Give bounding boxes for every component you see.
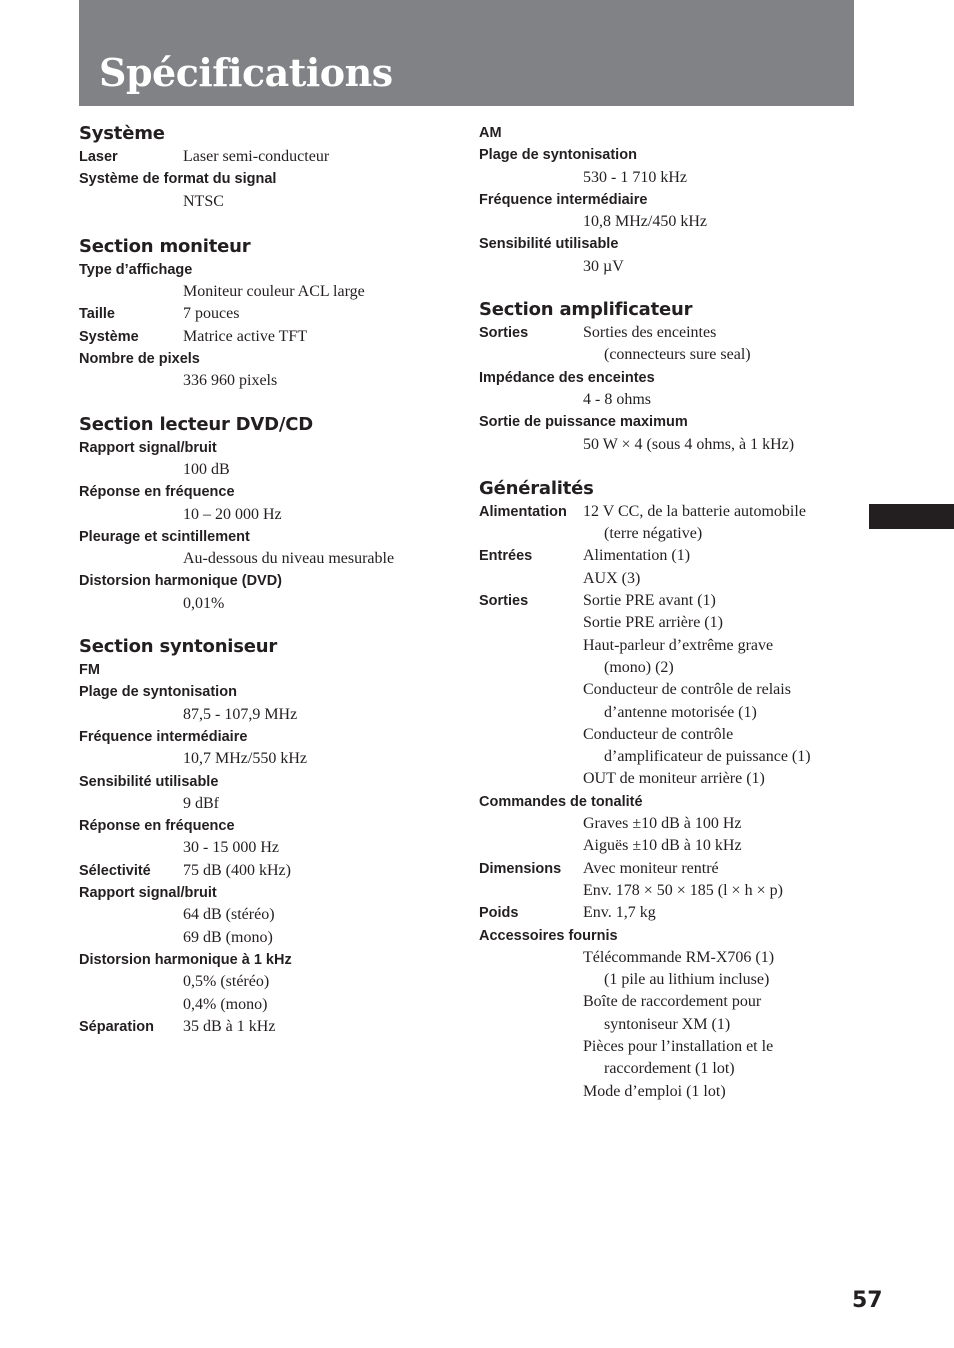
spec-label: Poids	[479, 905, 519, 922]
spec-label: Réponse en fréquence	[79, 484, 235, 501]
spec-value: d’antenne motorisée (1)	[604, 703, 757, 721]
spec-label: Nombre de pixels	[79, 351, 200, 368]
spec-section-section-amplificateur	[479, 298, 859, 456]
spec-value: 87,5 - 107,9 MHz	[183, 705, 298, 723]
section-heading: Section amplificateur	[479, 299, 693, 321]
spec-values	[183, 860, 454, 882]
spec-values	[183, 326, 454, 348]
spec-values	[583, 211, 859, 233]
spec-values	[183, 303, 454, 325]
spec-value: Sortie PRE arrière (1)	[583, 614, 723, 632]
spec-label: Sélectivité	[79, 862, 151, 879]
spec-value: Télécommande RM-X706 (1)	[583, 948, 775, 966]
spec-value: (connecteurs sure seal)	[604, 346, 751, 364]
specs-column-left	[79, 122, 454, 1038]
spec-label: Alimentation	[479, 503, 567, 520]
spec-label: Fréquence intermédiaire	[479, 191, 648, 208]
spec-values	[583, 501, 859, 546]
spec-value: (terre négative)	[604, 525, 703, 543]
spec-value: 69 dB (mono)	[183, 928, 273, 946]
spec-values	[583, 322, 859, 367]
spec-values	[183, 191, 454, 213]
spec-label: Distorsion harmonique à 1 kHz	[79, 951, 292, 968]
spec-value: 100 dB	[183, 460, 230, 478]
spec-values	[583, 434, 859, 456]
spec-label: Sensibilité utilisable	[79, 773, 219, 790]
spec-section-section-syntoniseur	[79, 635, 454, 1038]
spec-values	[183, 459, 454, 481]
spec-label: Sortie de puissance maximum	[479, 414, 688, 431]
spec-label: Système	[79, 328, 139, 345]
section-heading: Section moniteur	[79, 235, 251, 257]
spec-value: 30 µV	[583, 257, 624, 275]
spec-value: 75 dB (400 kHz)	[183, 861, 291, 879]
spec-label: Laser	[79, 149, 118, 165]
spec-values	[583, 813, 859, 858]
spec-value: 64 dB (stéréo)	[183, 906, 275, 924]
spec-row	[79, 303, 454, 325]
spec-label: Système de format du signal	[79, 171, 277, 188]
spec-values	[583, 545, 859, 590]
spec-value: 10,8 MHz/450 kHz	[583, 213, 707, 231]
spec-value: Pièces pour l’installation et le	[583, 1037, 774, 1055]
spec-value: 30 - 15 000 Hz	[183, 839, 279, 857]
spec-value: 0,01%	[183, 594, 225, 612]
spec-label: Fréquence intermédiaire	[79, 728, 248, 745]
spec-label: Plage de syntonisation	[479, 147, 637, 164]
section-heading: Section syntoniseur	[79, 636, 278, 658]
spec-value: d’amplificateur de puissance (1)	[604, 748, 811, 766]
spec-row	[79, 1016, 454, 1038]
spec-value: 7 pouces	[183, 305, 240, 323]
spec-values	[583, 902, 859, 924]
spec-values	[183, 146, 454, 168]
spec-value: Haut-parleur d’extrême grave	[583, 636, 774, 654]
spec-value: Env. 1,7 kg	[583, 904, 656, 922]
band-subheading: FM	[79, 662, 100, 679]
spec-values	[183, 971, 454, 1016]
spec-value: 4 - 8 ohms	[583, 390, 651, 408]
spec-label: Pleurage et scintillement	[79, 528, 250, 545]
spec-values	[583, 167, 859, 189]
spec-label: Plage de syntonisation	[79, 684, 237, 701]
spec-value: Moniteur couleur ACL large	[183, 283, 365, 301]
spec-label: Dimensions	[479, 860, 562, 877]
spec-value: 336 960 pixels	[183, 372, 278, 390]
spec-row	[479, 322, 859, 367]
section-heading: Système	[79, 123, 165, 144]
spec-label: Sorties	[479, 593, 529, 610]
spec-value: AUX (3)	[583, 569, 641, 587]
spec-label: Réponse en fréquence	[79, 818, 235, 835]
spec-section-section-lecteur-dvd-cd	[79, 413, 454, 615]
spec-value: 10 – 20 000 Hz	[183, 505, 282, 523]
spec-section-am	[479, 122, 859, 278]
spec-row	[79, 326, 454, 348]
spec-values	[183, 504, 454, 526]
spec-label: Rapport signal/bruit	[79, 885, 217, 902]
page-title: Spécifications	[99, 50, 393, 95]
spec-value: raccordement (1 lot)	[604, 1060, 735, 1078]
spec-values	[583, 858, 859, 903]
spec-value: Conducteur de contrôle	[583, 725, 734, 743]
specs-column-right	[479, 122, 859, 1103]
spec-value: Avec moniteur rentré	[583, 859, 719, 877]
spec-value: 35 dB à 1 kHz	[183, 1017, 276, 1035]
title-banner	[79, 0, 854, 106]
spec-value: Boîte de raccordement pour	[583, 993, 762, 1011]
spec-value: 0,5% (stéréo)	[183, 973, 270, 991]
spec-values	[583, 256, 859, 278]
spec-value: Graves ±10 dB à 100 Hz	[583, 815, 742, 833]
spec-values	[583, 947, 859, 1103]
spec-value: Mode d’emploi (1 lot)	[583, 1082, 726, 1100]
spec-values	[183, 281, 454, 303]
spec-row	[479, 545, 859, 590]
spec-values	[183, 704, 454, 726]
section-heading: Section lecteur DVD/CD	[79, 413, 314, 435]
spec-value: (1 pile au lithium incluse)	[604, 971, 770, 989]
spec-label: Accessoires fournis	[479, 927, 618, 944]
spec-row	[79, 146, 454, 168]
spec-label: Taille	[79, 306, 115, 323]
spec-label: Sensibilité utilisable	[479, 236, 619, 253]
spec-value: Alimentation (1)	[583, 547, 691, 565]
spec-label: Sorties	[479, 325, 529, 342]
spec-values	[183, 748, 454, 770]
spec-value: 0,4% (mono)	[183, 995, 268, 1013]
spec-value: Laser semi-conducteur	[183, 148, 330, 165]
spec-values	[183, 593, 454, 615]
spec-values	[583, 389, 859, 411]
spec-values	[183, 793, 454, 815]
page-number: 57	[852, 1288, 883, 1313]
spec-values	[183, 548, 454, 570]
spec-label: Type d’affichage	[79, 261, 193, 278]
spec-value: syntoniseur XM (1)	[604, 1015, 731, 1033]
spec-values	[183, 1016, 454, 1038]
spec-value: Aiguës ±10 dB à 10 kHz	[583, 837, 742, 855]
spec-label: Entrées	[479, 548, 533, 565]
spec-value: NTSC	[183, 192, 224, 210]
section-heading: Généralités	[479, 477, 594, 499]
spec-label: Impédance des enceintes	[479, 369, 655, 386]
spec-section-systeme	[79, 122, 454, 213]
spec-label: Commandes de tonalité	[479, 793, 643, 810]
spec-row	[479, 590, 859, 791]
band-subheading: AM	[479, 125, 502, 141]
spec-value: 9 dBf	[183, 794, 219, 812]
spec-section-section-moniteur	[79, 235, 454, 393]
spec-row	[479, 858, 859, 903]
spec-value: Sortie PRE avant (1)	[583, 592, 716, 610]
spec-value: OUT de moniteur arrière (1)	[583, 770, 765, 788]
spec-value: Env. 178 × 50 × 185 (l × h × p)	[583, 881, 783, 899]
spec-row	[479, 501, 859, 546]
spec-label: Rapport signal/bruit	[79, 439, 217, 456]
spec-value: 12 V CC, de la batterie automobile	[583, 502, 806, 520]
spec-values	[583, 590, 859, 791]
spec-label: Distorsion harmonique (DVD)	[79, 573, 283, 590]
spec-value: 530 - 1 710 kHz	[583, 168, 687, 186]
spec-value: Au-dessous du niveau mesurable	[183, 550, 395, 568]
spec-values	[183, 904, 454, 949]
spec-value: (mono) (2)	[604, 658, 674, 676]
spec-values	[183, 370, 454, 392]
spec-value: 10,7 MHz/550 kHz	[183, 750, 307, 768]
spec-value: 50 W × 4 (sous 4 ohms, à 1 kHz)	[583, 435, 795, 453]
spec-value: Matrice active TFT	[183, 327, 308, 345]
spec-section-generalites	[479, 477, 859, 1103]
section-tab-marker	[869, 504, 954, 529]
spec-value: Conducteur de contrôle de relais	[583, 681, 791, 699]
spec-label: Séparation	[79, 1018, 154, 1035]
spec-row	[79, 860, 454, 882]
spec-row	[479, 902, 859, 924]
spec-value: Sorties des enceintes	[583, 324, 717, 342]
spec-values	[183, 837, 454, 859]
